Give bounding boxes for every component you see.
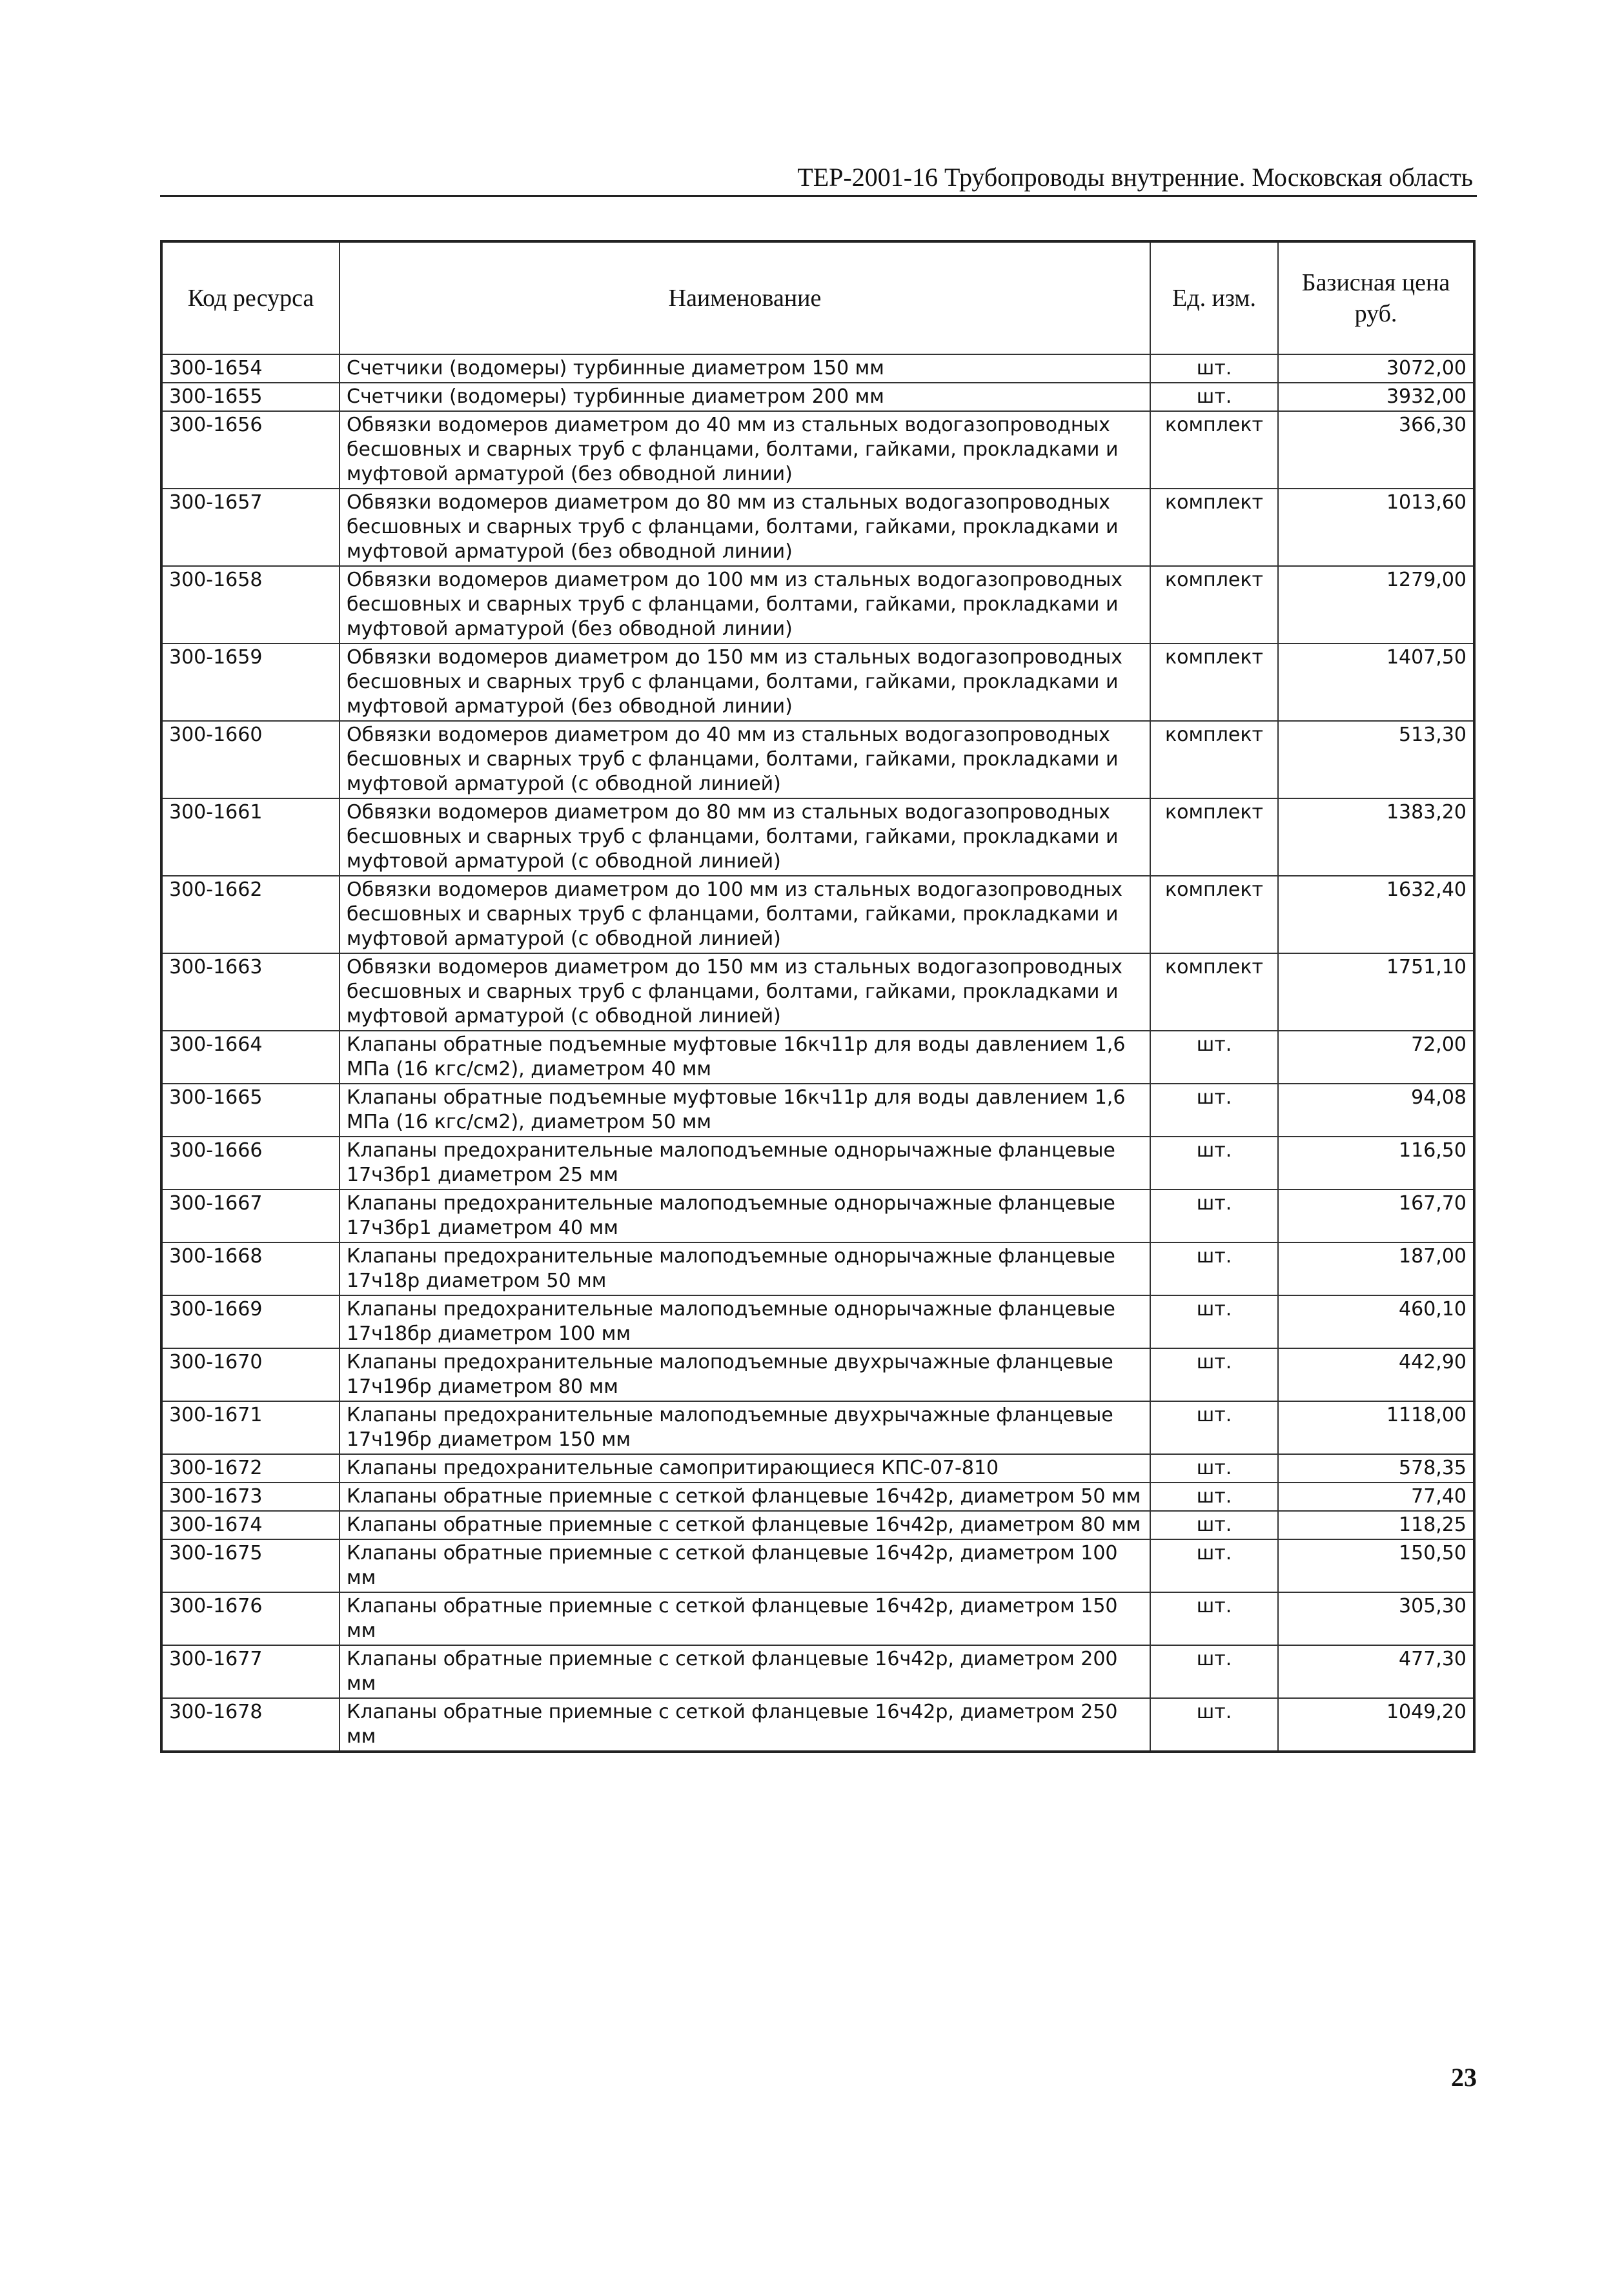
table-row [161, 1190, 1474, 1242]
resource-name-cell: Обвязки водомеров диаметром до 150 мм из стальных водогазопроводных бесшовных и сварных труб с фланцами, болтами, гайками, прокладками и муфтовой арматурой (без обводной линии) [340, 643, 1150, 721]
resource-name-cell: Клапаны обратные приемные с сеткой фланцевые 16ч42р, диаметром 150 мм [340, 1592, 1150, 1645]
resource-code-cell: 300-1672 [161, 1454, 340, 1483]
resource-name-cell: Клапаны предохранительные малоподъемные однорычажные фланцевые 17ч3бр1 диаметром 25 мм [340, 1137, 1150, 1190]
resource-code-cell: 300-1656 [161, 411, 340, 489]
price-cell: 460,10 [1278, 1295, 1474, 1348]
resource-price-table [160, 240, 1476, 1753]
resource-name-cell: Клапаны предохранительные самопритирающиеся КПС-07-810 [340, 1454, 1150, 1483]
unit-cell: комплект [1150, 876, 1278, 953]
table-row [161, 1454, 1474, 1483]
unit-cell: комплект [1150, 566, 1278, 643]
price-cell: 1049,20 [1278, 1698, 1474, 1752]
table-row [161, 1348, 1474, 1401]
unit-cell: комплект [1150, 721, 1278, 798]
page-header [160, 163, 1477, 197]
column-header-price: Базисная цена руб. [1278, 241, 1474, 354]
resource-name-cell: Счетчики (водомеры) турбинные диаметром 150 мм [340, 354, 1150, 383]
unit-cell: комплект [1150, 411, 1278, 489]
unit-cell: шт. [1150, 1698, 1278, 1752]
table-row [161, 876, 1474, 953]
unit-cell: шт. [1150, 1295, 1278, 1348]
resource-name-cell: Обвязки водомеров диаметром до 100 мм из стальных водогазопроводных бесшовных и сварных труб с фланцами, болтами, гайками, прокладками и муфтовой арматурой (без обводной линии) [340, 566, 1150, 643]
price-cell: 1383,20 [1278, 798, 1474, 876]
table-row [161, 1137, 1474, 1190]
unit-cell: шт. [1150, 1592, 1278, 1645]
table-row [161, 953, 1474, 1031]
resource-code-cell: 300-1660 [161, 721, 340, 798]
table-row [161, 566, 1474, 643]
resource-name-cell: Обвязки водомеров диаметром до 100 мм из стальных водогазопроводных бесшовных и сварных труб с фланцами, болтами, гайками, прокладками и муфтовой арматурой (с обводной линией) [340, 876, 1150, 953]
resource-code-cell: 300-1655 [161, 383, 340, 411]
table-header-row [161, 241, 1474, 354]
resource-name-cell: Обвязки водомеров диаметром до 40 мм из стальных водогазопроводных бесшовных и сварных труб с фланцами, болтами, гайками, прокладками и муфтовой арматурой (с обводной линией) [340, 721, 1150, 798]
resource-code-cell: 300-1663 [161, 953, 340, 1031]
column-header-name: Наименование [340, 241, 1150, 354]
price-cell: 3932,00 [1278, 383, 1474, 411]
resource-code-cell: 300-1661 [161, 798, 340, 876]
unit-cell: шт. [1150, 1454, 1278, 1483]
resource-name-cell: Клапаны обратные подъемные муфтовые 16кч11р для воды давлением 1,6 МПа (16 кгс/см2), диаметром 40 мм [340, 1031, 1150, 1084]
price-cell: 442,90 [1278, 1348, 1474, 1401]
resource-code-cell: 300-1671 [161, 1401, 340, 1454]
price-cell: 1632,40 [1278, 876, 1474, 953]
unit-cell: шт. [1150, 1483, 1278, 1511]
resource-code-cell: 300-1678 [161, 1698, 340, 1752]
unit-cell: шт. [1150, 1242, 1278, 1295]
page-number: 23 [1451, 2063, 1477, 2092]
resource-name-cell: Клапаны обратные приемные с сеткой фланцевые 16ч42р, диаметром 200 мм [340, 1645, 1150, 1698]
table-row [161, 1242, 1474, 1295]
unit-cell: шт. [1150, 1190, 1278, 1242]
price-cell: 77,40 [1278, 1483, 1474, 1511]
resource-name-cell: Обвязки водомеров диаметром до 150 мм из стальных водогазопроводных бесшовных и сварных труб с фланцами, болтами, гайками, прокладками и муфтовой арматурой (с обводной линией) [340, 953, 1150, 1031]
resource-code-cell: 300-1666 [161, 1137, 340, 1190]
price-cell: 1118,00 [1278, 1401, 1474, 1454]
unit-cell: шт. [1150, 1084, 1278, 1137]
resource-code-cell: 300-1662 [161, 876, 340, 953]
resource-code-cell: 300-1654 [161, 354, 340, 383]
resource-name-cell: Клапаны обратные приемные с сеткой фланцевые 16ч42р, диаметром 80 мм [340, 1511, 1150, 1539]
table-row [161, 1295, 1474, 1348]
resource-code-cell: 300-1659 [161, 643, 340, 721]
price-cell: 1751,10 [1278, 953, 1474, 1031]
unit-cell: шт. [1150, 1137, 1278, 1190]
table-row [161, 1511, 1474, 1539]
table-row [161, 354, 1474, 383]
resource-code-cell: 300-1673 [161, 1483, 340, 1511]
table-row [161, 489, 1474, 566]
price-cell: 150,50 [1278, 1539, 1474, 1592]
unit-cell: шт. [1150, 1401, 1278, 1454]
unit-cell: комплект [1150, 798, 1278, 876]
resource-code-cell: 300-1670 [161, 1348, 340, 1401]
resource-code-cell: 300-1658 [161, 566, 340, 643]
resource-name-cell: Клапаны обратные приемные с сеткой фланцевые 16ч42р, диаметром 100 мм [340, 1539, 1150, 1592]
table-row [161, 1084, 1474, 1137]
price-cell: 116,50 [1278, 1137, 1474, 1190]
price-cell: 1407,50 [1278, 643, 1474, 721]
resource-code-cell: 300-1669 [161, 1295, 340, 1348]
resource-name-cell: Обвязки водомеров диаметром до 80 мм из стальных водогазопроводных бесшовных и сварных труб с фланцами, болтами, гайками, прокладками и муфтовой арматурой (без обводной линии) [340, 489, 1150, 566]
unit-cell: комплект [1150, 643, 1278, 721]
unit-cell: шт. [1150, 1031, 1278, 1084]
document-title: ТЕР-2001-16 Трубопроводы внутренние. Московская область [797, 163, 1473, 192]
table-row [161, 721, 1474, 798]
price-cell: 578,35 [1278, 1454, 1474, 1483]
resource-name-cell: Клапаны обратные приемные с сеткой фланцевые 16ч42р, диаметром 50 мм [340, 1483, 1150, 1511]
resource-name-cell: Обвязки водомеров диаметром до 40 мм из стальных водогазопроводных бесшовных и сварных труб с фланцами, болтами, гайками, прокладками и муфтовой арматурой (без обводной линии) [340, 411, 1150, 489]
resource-name-cell: Клапаны предохранительные малоподъемные однорычажные фланцевые 17ч18р диаметром 50 мм [340, 1242, 1150, 1295]
table-row [161, 643, 1474, 721]
resource-code-cell: 300-1664 [161, 1031, 340, 1084]
price-cell: 477,30 [1278, 1645, 1474, 1698]
price-cell: 72,00 [1278, 1031, 1474, 1084]
table-row [161, 1483, 1474, 1511]
resource-name-cell: Клапаны обратные подъемные муфтовые 16кч11р для воды давлением 1,6 МПа (16 кгс/см2), диаметром 50 мм [340, 1084, 1150, 1137]
resource-code-cell: 300-1677 [161, 1645, 340, 1698]
resource-code-cell: 300-1657 [161, 489, 340, 566]
unit-cell: шт. [1150, 1645, 1278, 1698]
column-header-unit: Ед. изм. [1150, 241, 1278, 354]
table-row [161, 1401, 1474, 1454]
price-cell: 513,30 [1278, 721, 1474, 798]
unit-cell: шт. [1150, 1539, 1278, 1592]
resource-code-cell: 300-1667 [161, 1190, 340, 1242]
table-row [161, 1698, 1474, 1752]
table-row [161, 1645, 1474, 1698]
price-cell: 187,00 [1278, 1242, 1474, 1295]
unit-cell: комплект [1150, 489, 1278, 566]
resource-code-cell: 300-1668 [161, 1242, 340, 1295]
table-row [161, 383, 1474, 411]
price-cell: 1279,00 [1278, 566, 1474, 643]
resource-name-cell: Клапаны предохранительные малоподъемные двухрычажные фланцевые 17ч19бр диаметром 150 мм [340, 1401, 1150, 1454]
unit-cell: шт. [1150, 1348, 1278, 1401]
unit-cell: шт. [1150, 383, 1278, 411]
resource-code-cell: 300-1665 [161, 1084, 340, 1137]
resource-name-cell: Клапаны обратные приемные с сеткой фланцевые 16ч42р, диаметром 250 мм [340, 1698, 1150, 1752]
price-cell: 118,25 [1278, 1511, 1474, 1539]
resource-name-cell: Клапаны предохранительные малоподъемные однорычажные фланцевые 17ч3бр1 диаметром 40 мм [340, 1190, 1150, 1242]
resource-code-cell: 300-1674 [161, 1511, 340, 1539]
resource-name-cell: Обвязки водомеров диаметром до 80 мм из стальных водогазопроводных бесшовных и сварных труб с фланцами, болтами, гайками, прокладками и муфтовой арматурой (с обводной линией) [340, 798, 1150, 876]
price-cell: 305,30 [1278, 1592, 1474, 1645]
table-row [161, 1031, 1474, 1084]
price-cell: 366,30 [1278, 411, 1474, 489]
resource-name-cell: Клапаны предохранительные малоподъемные однорычажные фланцевые 17ч18бр диаметром 100 мм [340, 1295, 1150, 1348]
price-cell: 3072,00 [1278, 354, 1474, 383]
table-row [161, 411, 1474, 489]
resource-name-cell: Счетчики (водомеры) турбинные диаметром 200 мм [340, 383, 1150, 411]
price-cell: 1013,60 [1278, 489, 1474, 566]
resource-name-cell: Клапаны предохранительные малоподъемные двухрычажные фланцевые 17ч19бр диаметром 80 мм [340, 1348, 1150, 1401]
table-row [161, 1592, 1474, 1645]
price-cell: 94,08 [1278, 1084, 1474, 1137]
price-cell: 167,70 [1278, 1190, 1474, 1242]
unit-cell: шт. [1150, 354, 1278, 383]
table-body [161, 354, 1474, 1752]
column-header-code: Код ресурса [161, 241, 340, 354]
table-row [161, 798, 1474, 876]
unit-cell: комплект [1150, 953, 1278, 1031]
unit-cell: шт. [1150, 1511, 1278, 1539]
resource-code-cell: 300-1676 [161, 1592, 340, 1645]
table-row [161, 1539, 1474, 1592]
resource-code-cell: 300-1675 [161, 1539, 340, 1592]
